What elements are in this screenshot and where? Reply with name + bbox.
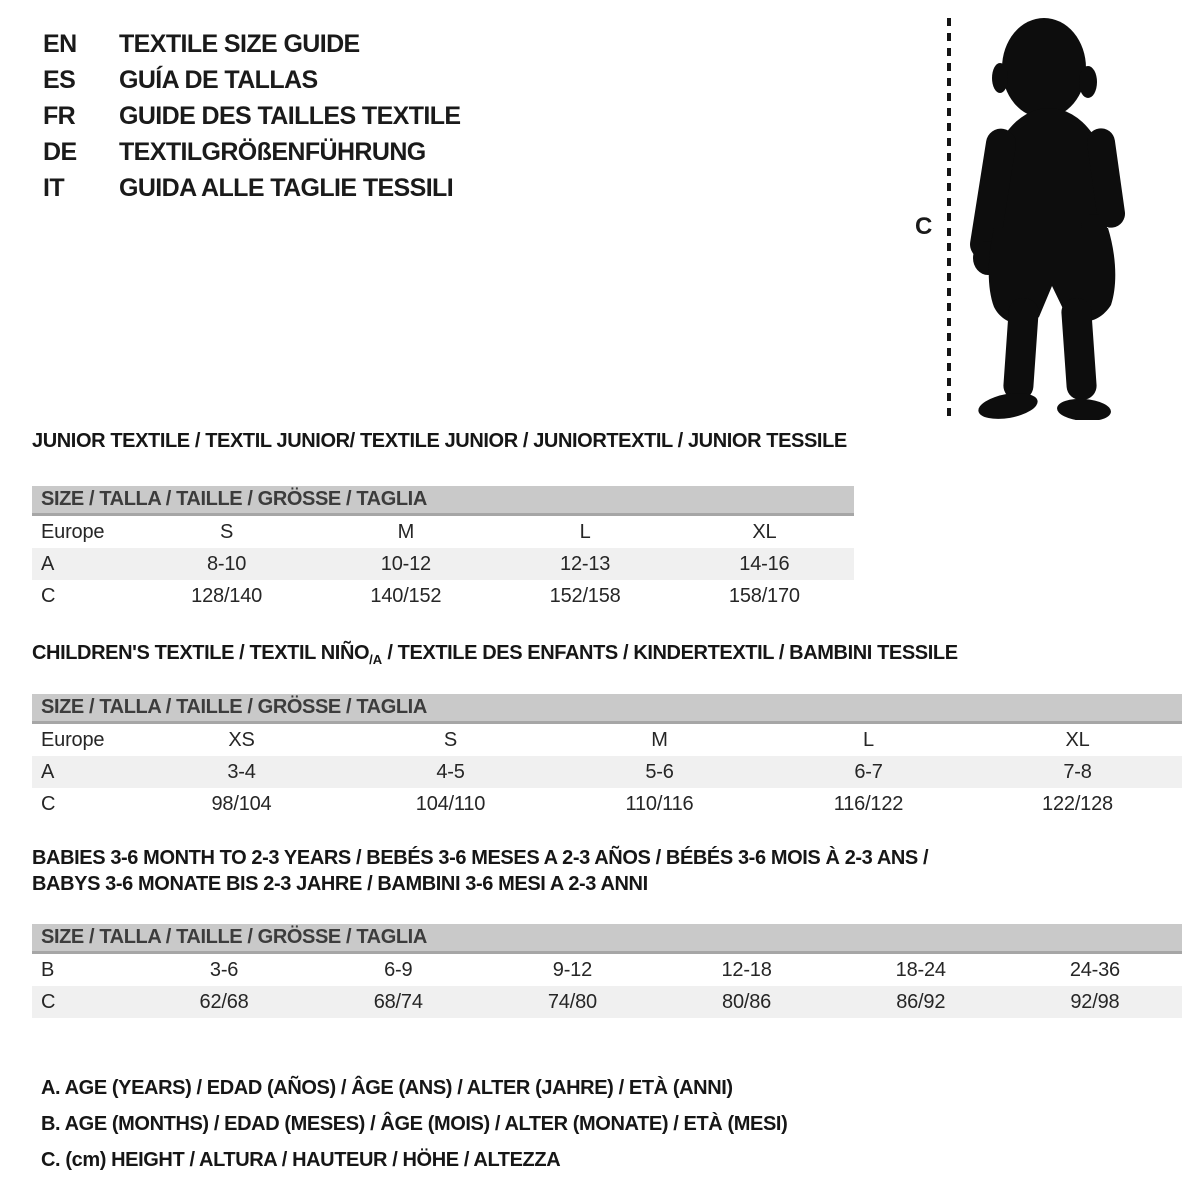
size-cell: M [397,520,415,543]
row-label: C [41,990,56,1013]
legend-line-height-cm: C. (cm) HEIGHT / ALTURA / HAUTEUR / HÖHE / ALTEZZA [41,1148,561,1171]
size-cell: 3-4 [227,760,256,783]
legend-line-age-years: A. AGE (YEARS) / EDAD (AÑOS) / ÂGE (ANS) / ALTER (JAHRE) / ETÀ (ANNI) [41,1076,733,1099]
section-title-text: JUNIOR TEXTILE / TEXTIL JUNIOR/ TEXTILE JUNIOR / JUNIORTEXTIL / JUNIOR TESSILE [32,430,847,452]
legend [41,1070,787,1178]
guide-title: GUIDA ALLE TAGLIE TESSILI [119,173,454,202]
language-code: ES [43,65,76,94]
size-cell: 10-12 [380,552,431,575]
table-row-age-months [32,954,1182,986]
row-label: C [41,584,56,607]
size-table-header: SIZE / TALLA / TAILLE / GRÖSSE / TAGLIA [32,486,854,516]
table-row-height [32,580,854,612]
size-cell: 74/80 [547,990,597,1013]
size-cell: 122/128 [1042,792,1113,815]
language-code: FR [43,101,76,130]
section-title-line2: BABYS 3-6 MONATE BIS 2-3 JAHRE / BAMBINI 3-6 MESI A 2-3 ANNI [32,873,648,895]
section-children-textile [32,640,1182,820]
section-title [32,428,854,461]
language-row-en [43,26,461,62]
size-cell: 14-16 [739,552,790,575]
legend-line-age-months: B. AGE (MONTHS) / EDAD (MESES) / ÂGE (MOIS) / ALTER (MONATE) / ETÀ (MESI) [41,1112,788,1135]
size-cell: 68/74 [373,990,423,1013]
children-size-table [32,694,1182,820]
section-title-sub: /A [369,652,383,667]
size-cell: 140/152 [370,584,442,607]
size-cell: 12-13 [560,552,611,575]
size-cell: 4-5 [436,760,465,783]
height-measure-label: C [915,213,933,240]
size-cell: 18-24 [895,958,946,981]
table-row-height [32,788,1182,820]
size-cell: 116/122 [833,792,904,815]
size-cell: 152/158 [549,584,621,607]
table-row-europe [32,724,1182,756]
table-row-age [32,548,854,580]
size-cell: 9-12 [552,958,593,981]
size-cell: 92/98 [1070,990,1120,1013]
size-cell: L [863,728,874,751]
section-title-text: CHILDREN'S TEXTILE / TEXTIL NIÑO [32,642,370,664]
size-table-header: SIZE / TALLA / TAILLE / GRÖSSE / TAGLIA [32,694,1182,724]
toddler-silhouette-icon [964,16,1140,420]
size-cell: XL [1065,728,1090,751]
language-code: IT [43,173,65,202]
size-cell: 110/116 [625,792,694,815]
language-row-es [43,62,461,98]
guide-title: TEXTILE SIZE GUIDE [119,29,360,58]
row-label: Europe [41,520,105,543]
language-code: EN [43,29,77,58]
size-table-header: SIZE / TALLA / TAILLE / GRÖSSE / TAGLIA [32,924,1182,954]
language-row-it [43,170,461,206]
size-cell: 86/92 [896,990,946,1013]
size-cell: 5-6 [645,760,674,783]
section-title [32,845,1182,871]
toddler-figure [900,12,1162,426]
babies-size-table [32,924,1182,1018]
size-cell: 6-7 [854,760,883,783]
section-title-text: BABIES 3-6 MONTH TO 2-3 YEARS / BEBÉS 3-6 MESES A 2-3 AÑOS / BÉBÉS 3-6 MOIS À 2-3 ANS / [32,847,929,869]
size-cell: L [579,520,591,543]
size-cell: 104/110 [415,792,486,815]
guide-title: GUIDE DES TAILLES TEXTILE [119,101,461,130]
size-cell: 24-36 [1069,958,1120,981]
row-label: Europe [41,728,105,751]
section-junior-textile [32,428,854,612]
size-cell: XL [752,520,777,543]
height-measure-dashed-line [947,18,951,418]
language-row-fr [43,98,461,134]
size-cell: 80/86 [722,990,772,1013]
row-label: A [41,760,55,783]
size-cell: 158/170 [728,584,800,607]
size-cell: 128/140 [191,584,263,607]
guide-title: TEXTILGRÖßENFÜHRUNG [119,137,426,166]
guide-title: GUÍA DE TALLAS [119,65,318,94]
row-label: B [41,958,55,981]
size-cell: S [220,520,234,543]
table-row-height [32,986,1182,1018]
size-cell: 12-18 [721,958,772,981]
junior-size-table [32,486,854,612]
size-cell: S [443,728,458,751]
table-row-europe [32,516,854,548]
section-title [32,640,1182,673]
table-row-age [32,756,1182,788]
size-cell: 8-10 [207,552,247,575]
row-label: C [41,792,56,815]
size-cell: 7-8 [1063,760,1092,783]
size-cell: 62/68 [199,990,249,1013]
language-code: DE [43,137,77,166]
section-babies-textile [32,845,1182,1018]
size-cell: 6-9 [384,958,413,981]
row-label: A [41,552,55,575]
size-cell: XS [228,728,255,751]
language-row-de [43,134,461,170]
size-cell: 3-6 [209,958,239,981]
size-cell: M [651,728,668,751]
size-cell: 98/104 [211,792,272,815]
section-title-text: / TEXTILE DES ENFANTS / KINDERTEXTIL / BAMBINI TESSILE [382,642,958,664]
language-title-list [43,26,461,206]
